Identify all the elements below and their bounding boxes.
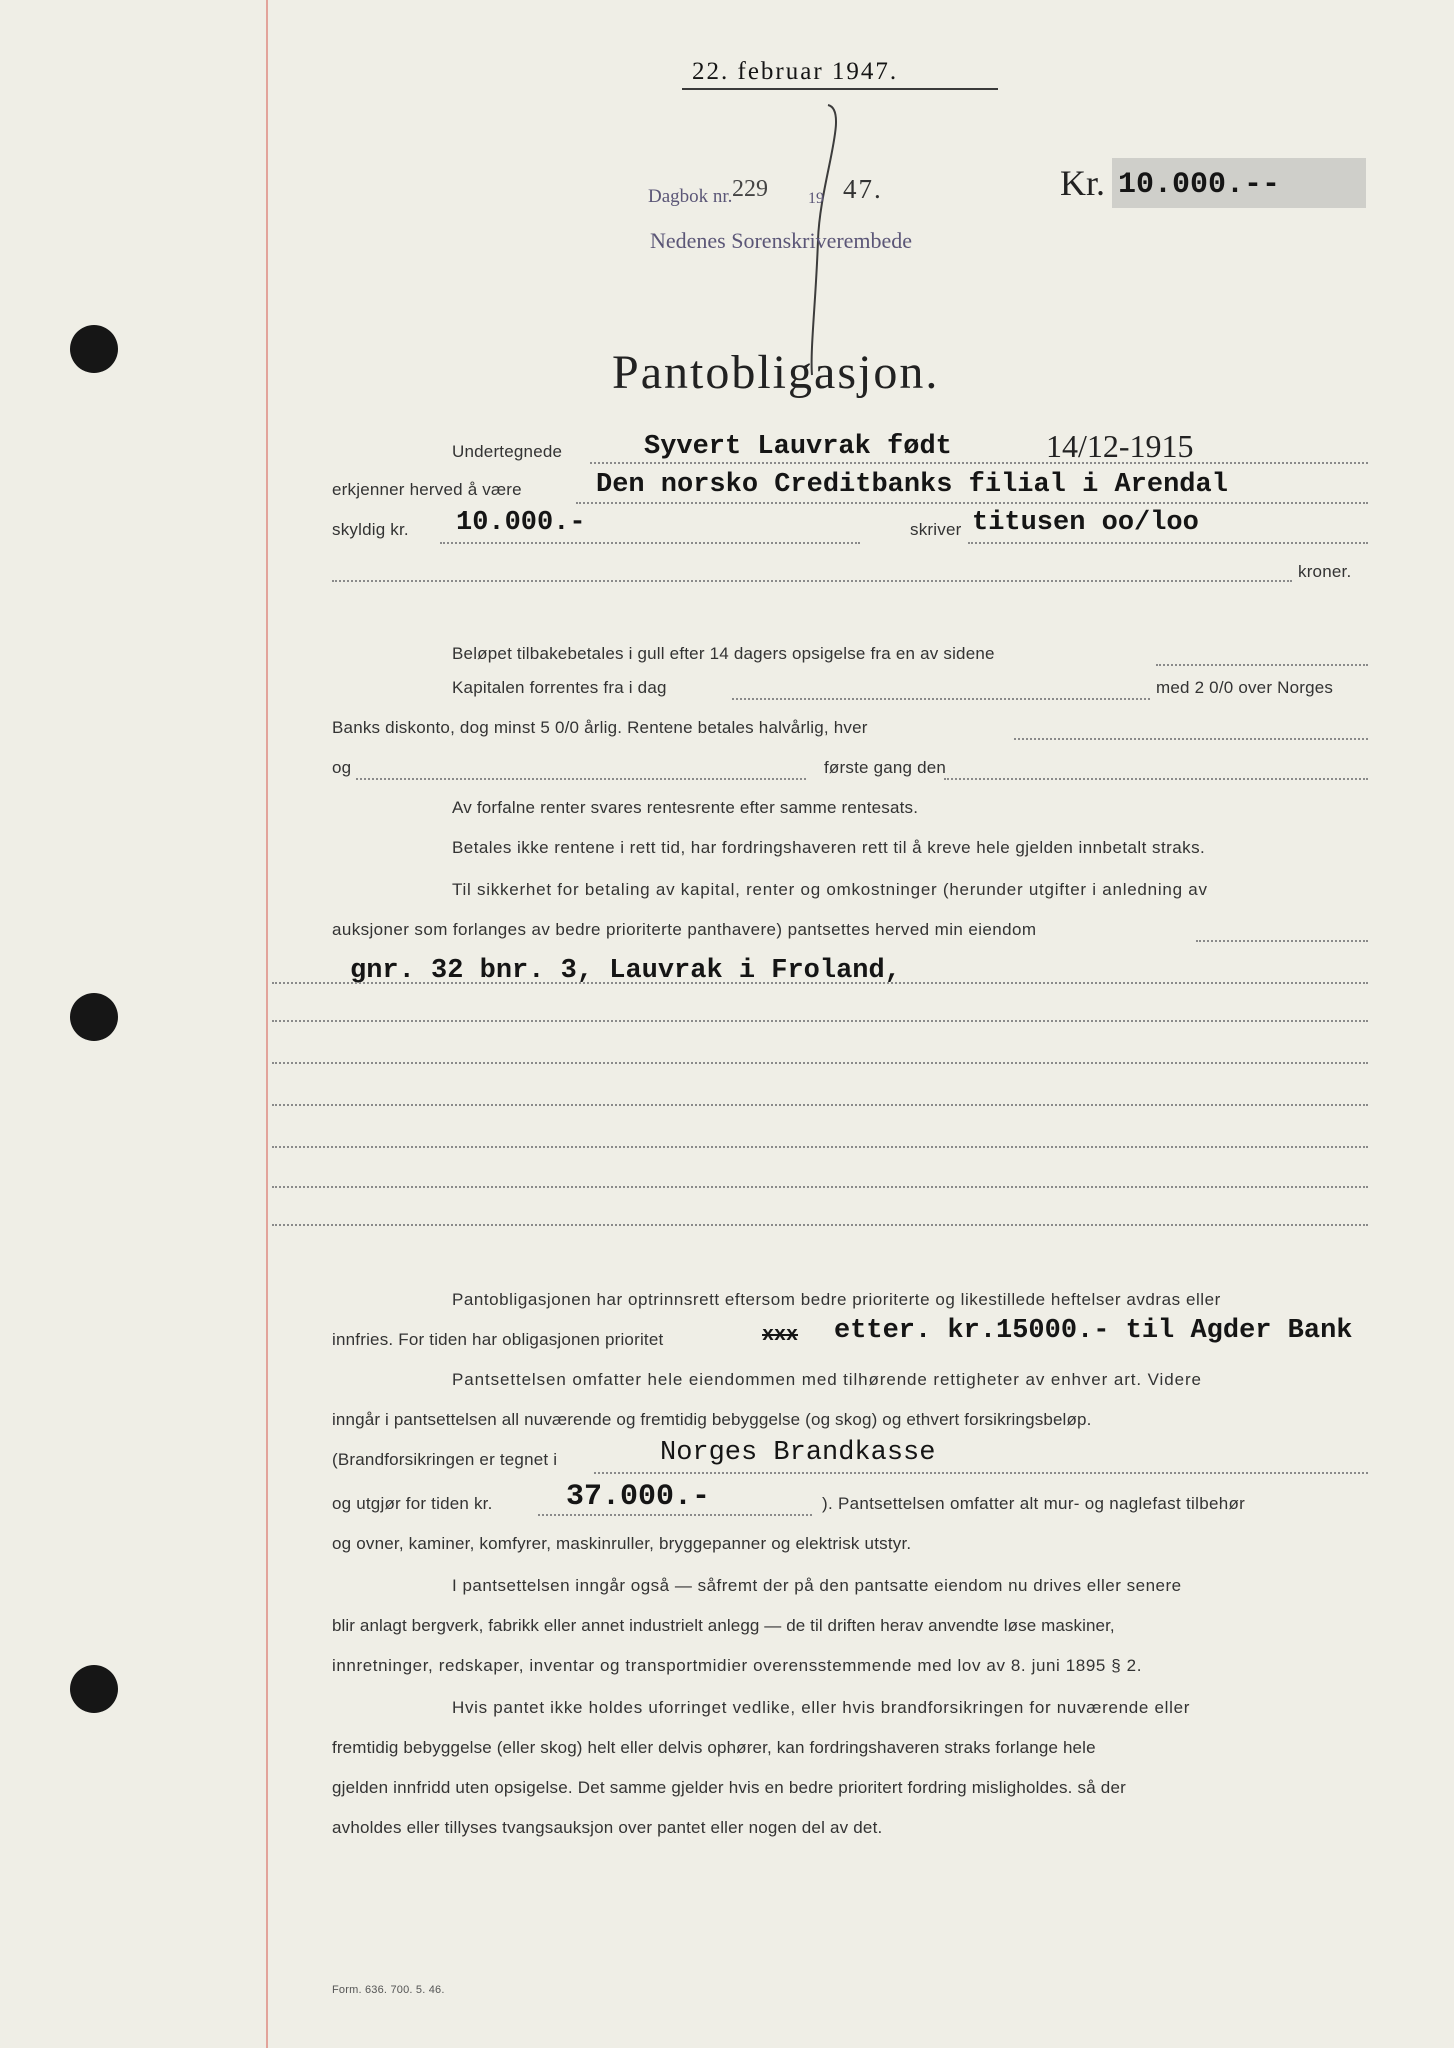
- p9-line1: Hvis pantet ikke holdes uforringet vedlike, eller hvis brandforsikringen for nuværende eller: [452, 1698, 1191, 1717]
- p7-line1: Pantsettelsen omfatter hele eiendommen med tilhørende rettigheter av enhver art. Videre: [452, 1370, 1202, 1389]
- document-date: 22. februar 1947.: [692, 58, 899, 85]
- p3: Av forfalne renter svares rentesrente efter samme rentesats.: [452, 798, 919, 817]
- p8-line3: innretninger, redskaper, inventar og transportmidier overensstemmende med lov av 8. juni 1895 § 2.: [332, 1656, 1143, 1675]
- p6-strikethrough: xxx: [762, 1324, 799, 1347]
- dagbok-year: 47.: [843, 174, 883, 204]
- property-line1: [272, 982, 1368, 984]
- skyldig-label: skyldig kr.: [332, 520, 409, 539]
- creditor-value: Den norsko Creditbanks filial i Arendal: [596, 470, 1228, 500]
- p8-line1: I pantsettelsen inngår også — såfremt der på den pantsatte eiendom nu drives eller senere: [452, 1576, 1182, 1595]
- creditor-line: [576, 502, 1368, 504]
- dagbok-label: Dagbok nr.: [648, 186, 733, 207]
- birth-date: 14/12-1915: [1046, 428, 1194, 464]
- margin-rule: [266, 0, 268, 2048]
- p2-dots2: [1014, 738, 1368, 740]
- insured-line: [538, 1514, 812, 1516]
- property-value: gnr. 32 bnr. 3, Lauvrak i Froland,: [350, 956, 901, 986]
- kr-label: Kr.: [1060, 163, 1105, 203]
- skriver-line: [968, 542, 1368, 544]
- p2-dots4: [944, 778, 1368, 780]
- p7-line2: inngår i pantsettelsen all nuværende og fremtidig bebyggelse (og skog) og ethvert forsikringsbeløp.: [332, 1410, 1092, 1429]
- skriver-value: titusen oo/loo: [972, 508, 1199, 538]
- skyldig-line: [440, 542, 860, 544]
- p1-dots: [1156, 664, 1368, 666]
- dagbok-year-prefix: 19: [808, 190, 824, 207]
- p9-line4: avholdes eller tillyses tvangsauksjon over pantet eller nogen del av det.: [332, 1818, 883, 1837]
- property-line3: [272, 1062, 1368, 1064]
- p2-dots3: [356, 778, 806, 780]
- punch-hole-top: [70, 325, 118, 373]
- p2-line2: Banks diskonto, dog minst 5 0/0 årlig. Rentene betales halvårlig, hver: [332, 718, 868, 737]
- skyldig-value: 10.000.-: [456, 508, 586, 538]
- skriver-label: skriver: [910, 520, 962, 539]
- document-title: Pantobligasjon.: [612, 346, 940, 399]
- undertegnede-label: Undertegnede: [452, 442, 563, 461]
- p2-line3-b: første gang den: [824, 758, 947, 777]
- p2-dots1: [732, 698, 1150, 700]
- kroner-line: [332, 580, 1292, 582]
- p2-line3-a: og: [332, 758, 352, 777]
- p2-line1-b: med 2 0/0 over Norges: [1156, 678, 1334, 697]
- property-line6: [272, 1186, 1368, 1188]
- kroner-label: kroner.: [1298, 562, 1352, 581]
- p6-typed-priority: etter. kr.15000.- til Agder Bank: [834, 1316, 1353, 1346]
- insured-value: 37.000.-: [566, 1480, 711, 1514]
- property-line7: [272, 1224, 1368, 1226]
- p7-line4-a: og utgjør for tiden kr.: [332, 1494, 493, 1513]
- p6-line2-a: innfries. For tiden har obligasjonen prioritet: [332, 1330, 664, 1349]
- insurer-value: Norges Brandkasse: [660, 1438, 936, 1468]
- p8-line2: blir anlagt bergverk, fabrikk eller annet industrielt anlegg — de til driften herav anvendte løse maskiner,: [332, 1616, 1115, 1635]
- kr-amount: 10.000.--: [1118, 168, 1281, 202]
- form-number: Form. 636. 700. 5. 46.: [332, 1984, 445, 1996]
- punch-hole-bottom: [70, 1665, 118, 1713]
- property-line5: [272, 1146, 1368, 1148]
- p5-line1: Til sikkerhet for betaling av kapital, renter og omkostninger (herunder utgifter i anledning av: [452, 880, 1208, 899]
- p2-line1-a: Kapitalen forrentes fra i dag: [452, 678, 667, 697]
- insurer-line: [594, 1472, 1368, 1474]
- p5-dots: [1196, 940, 1368, 942]
- punch-hole-middle: [70, 993, 118, 1041]
- dagbok-number: 229: [732, 176, 768, 202]
- p6-line1: Pantobligasjonen har optrinnsrett eftersom bedre prioriterte og likestillede heftelser avdras eller: [452, 1290, 1221, 1309]
- office-stamp: Nedenes Sorenskriverembede: [650, 228, 913, 253]
- date-underline: [682, 88, 998, 90]
- p7-line5: og ovner, kaminer, komfyrer, maskinruller, bryggepanner og elektrisk utstyr.: [332, 1534, 912, 1553]
- undertegnede-line: [590, 462, 1368, 464]
- p9-line2: fremtidig bebyggelse (eller skog) helt eller delvis ophører, kan fordringshaveren straks forlange hele: [332, 1738, 1096, 1757]
- erkjenner-label: erkjenner herved å være: [332, 480, 522, 499]
- p1-line1: Beløpet tilbakebetales i gull efter 14 dagers opsigelse fra en av sidene: [452, 644, 995, 663]
- p7-line3-a: (Brandforsikringen er tegnet i: [332, 1450, 558, 1469]
- p7-line4-b: ). Pantsettelsen omfatter alt mur- og naglefast tilbehør: [822, 1494, 1246, 1513]
- property-line4: [272, 1104, 1368, 1106]
- p9-line3: gjelden innfridd uten opsigelse. Det samme gjelder hvis en bedre prioritert fordring misligholdes. så der: [332, 1778, 1126, 1797]
- undertegnede-value: Syvert Lauvrak født: [644, 432, 952, 462]
- p5-line2: auksjoner som forlanges av bedre prioriterte panthavere) pantsettes herved min eiendom: [332, 920, 1037, 939]
- property-line2: [272, 1020, 1368, 1022]
- p4: Betales ikke rentene i rett tid, har fordringshaveren rett til å kreve hele gjelden innbetalt straks.: [452, 838, 1206, 857]
